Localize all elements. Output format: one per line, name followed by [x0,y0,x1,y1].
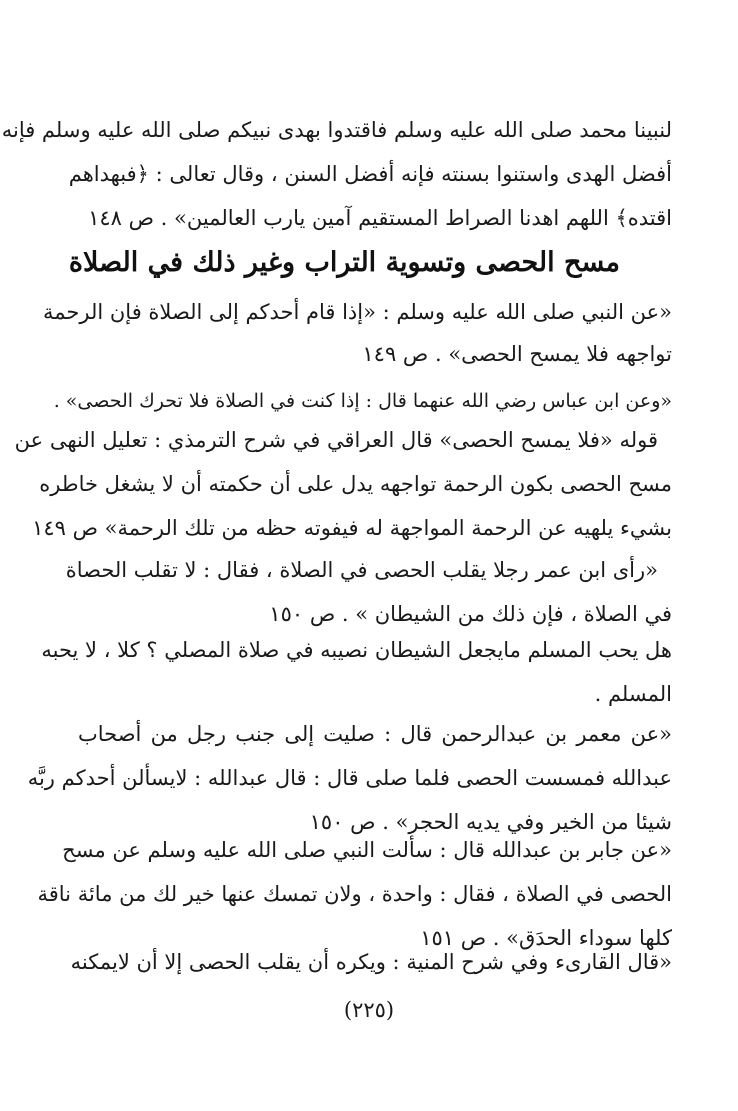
text-line: مسح الحصى بكون الرحمة تواجهه يدل على أن حكمته أن لا يشغل خاطره [39,472,672,496]
text-line: عبدالله فمسست الحصى فلما صلى قال : قال عبدالله : لايسألن أحدكم ربَّه [27,766,672,790]
text-line: اقتده﴾ اللهم اهدنا الصراط المستقيم آمين يارب العالمين» . ص ١٤٨ [88,206,672,230]
paragraph-hadith-1 [43,300,672,384]
text-line: «عن جابر بن عبدالله قال : سألت النبي صلى الله عليه وسلم عن مسح [62,838,672,862]
text-line: شيئا من الخير وفي يديه الحجر» . ص ١٥٠ [309,810,672,834]
paragraph-qari [70,950,672,994]
text-line: في الصلاة ، فإن ذلك من الشيطان » . ص ١٥٠ [269,602,672,626]
text-line: كلها سوداء الحدَق» . ص ١٥١ [420,926,672,950]
section-heading: مسح الحصى وتسوية التراب وغير ذلك في الصلاة [68,247,620,278]
text-line: «رأى ابن عمر رجلا يقلب الحصى في الصلاة ، فقال : لا تقلب الحصاة [65,558,658,582]
paragraph-hadith-2 [53,390,672,428]
text-line: تواجهه فلا يمسح الحصى» . ص ١٤٩ [362,342,672,366]
page-number: (٢٢٥) [343,998,395,1022]
paragraph-ibn-umar [65,558,672,646]
text-line: «قال القارىء وفي شرح المنية : ويكره أن يقلب الحصى إلا أن لايمكنه [70,950,672,974]
text-line: «عن النبي صلى الله عليه وسلم : «إذا قام أحدكم إلى الصلاة فإن الرحمة [43,300,672,324]
text-line: الحصى في الصلاة ، فقال : واحدة ، ولان تمسك عنها خير لك من مائة ناقة [37,882,672,906]
text-line: هل يحب المسلم مايجعل الشيطان نصيبه في صلاة المصلي ؟ كلا ، لا يحبه [41,638,672,662]
text-line: «عن معمر بن عبدالرحمن قال : صليت إلى جنب رجل من أصحاب [78,722,672,746]
intro-paragraph [1,118,672,250]
text-line: لنبينا محمد صلى الله عليه وسلم فاقتدوا بهدى نبيكم صلى الله عليه وسلم فإنه [1,118,672,142]
text-line: قوله «فلا يمسح الحصى» قال العراقي في شرح الترمذي : تعليل النهى عن [14,428,658,452]
paragraph-mamar [27,722,672,854]
paragraph-commentary [14,428,672,560]
text-line: المسلم . [594,682,672,706]
text-line: بشيء يلهيه عن الرحمة المواجهة له فيفوته حظه من تلك الرحمة» ص ١٤٩ [32,516,672,540]
text-line: «وعن ابن عباس رضي الله عنهما قال : إذا كنت في الصلاة فلا تحرك الحصى» . [53,390,672,412]
paragraph-question [41,638,672,726]
text-line: أفضل الهدى واستنوا بسنته فإنه أفضل السنن ، وقال تعالى : ﴿فبهداهم [68,162,672,186]
